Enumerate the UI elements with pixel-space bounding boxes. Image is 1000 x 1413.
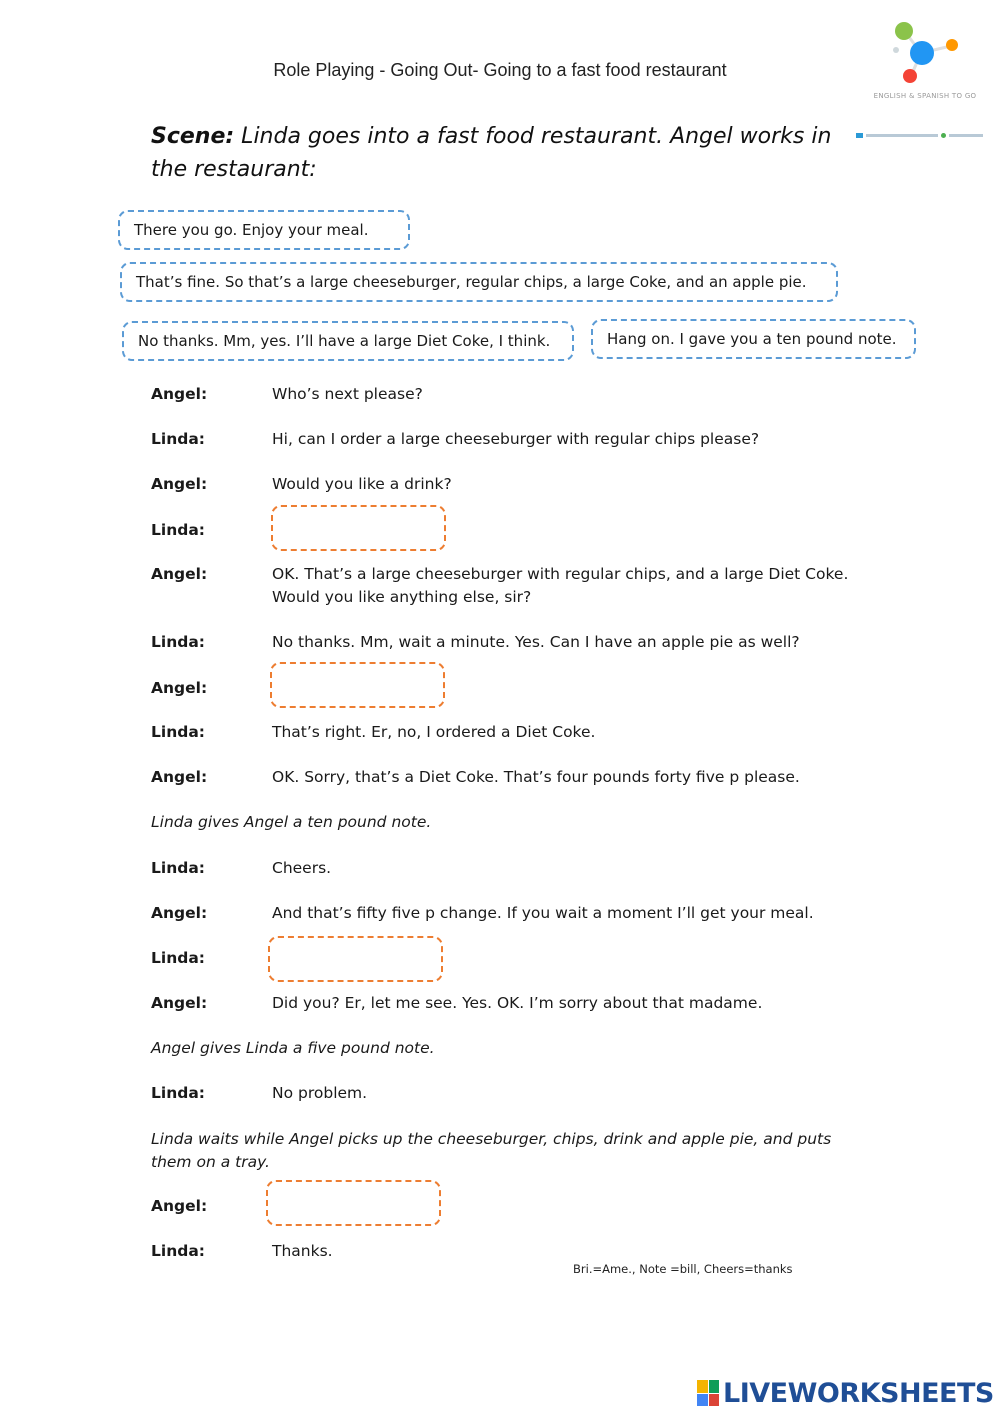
dialogue-text: Did you? Er, let me see. Yes. OK. I’m sorry about that madame. — [272, 994, 763, 1012]
dialogue-text: Cheers. — [272, 859, 332, 877]
brand-grid-icon — [697, 1380, 719, 1406]
scene-text: Linda goes into a fast food restaurant. Angel works in the restaurant: — [151, 124, 832, 182]
answer-option[interactable]: That’s fine. So that’s a large cheeseburger, regular chips, a large Coke, and an apple pie. — [120, 262, 838, 302]
dialogue-text: And that’s fifty five p change. If you wait a moment I’ll get your meal. — [272, 904, 814, 922]
speaker-label: Linda: — [151, 859, 205, 877]
dialogue-text: Would you like a drink? — [272, 475, 452, 493]
dialogue-text: OK. That’s a large cheeseburger with regular chips, and a large Diet Coke. Would you like anything else, sir? — [272, 565, 849, 606]
scene-description — [151, 120, 851, 186]
speaker-label: Linda: — [151, 1242, 205, 1260]
page-title: Role Playing - Going Out- Going to a fast food restaurant — [273, 60, 727, 80]
speaker-label: Angel: — [151, 565, 208, 583]
stage-direction: Linda waits while Angel picks up the cheeseburger, chips, drink and apple pie, and puts them on a tray. — [151, 1130, 832, 1171]
speaker-label: Linda: — [151, 521, 205, 539]
answer-option[interactable]: No thanks. Mm, yes. I’ll have a large Diet Coke, I think. — [122, 321, 574, 361]
answer-option[interactable]: Hang on. I gave you a ten pound note. — [591, 319, 916, 359]
answer-drop-zone[interactable] — [271, 505, 446, 551]
stage-direction: Linda gives Angel a ten pound note. — [151, 813, 432, 831]
speaker-label: Angel: — [151, 768, 208, 786]
answer-option[interactable]: There you go. Enjoy your meal. — [118, 210, 410, 250]
stage-direction: Angel gives Linda a five pound note. — [151, 1039, 435, 1057]
speaker-label: Angel: — [151, 679, 208, 697]
dialogue-text: OK. Sorry, that’s a Diet Coke. That’s four pounds forty five p please. — [272, 768, 800, 786]
speaker-label: Linda: — [151, 430, 205, 448]
answer-drop-zone[interactable] — [266, 1180, 441, 1226]
glossary-note: Bri.=Ame., Note =bill, Cheers=thanks — [573, 1262, 793, 1276]
dialogue-text: Thanks. — [272, 1242, 333, 1260]
speaker-label: Angel: — [151, 475, 208, 493]
answer-drop-zone[interactable] — [270, 662, 445, 708]
speaker-label: Linda: — [151, 949, 205, 967]
speaker-label: Angel: — [151, 385, 208, 403]
speaker-label: Angel: — [151, 904, 208, 922]
speaker-label: Linda: — [151, 633, 205, 651]
dialogue-text: No problem. — [272, 1084, 368, 1102]
dialogue-text: Who’s next please? — [272, 385, 423, 403]
speaker-label: Linda: — [151, 723, 205, 741]
speaker-label: Angel: — [151, 1197, 208, 1215]
dialogue-text: Hi, can I order a large cheeseburger with regular chips please? — [272, 430, 760, 448]
brand-name: LIVEWORKSHEETS — [723, 1377, 994, 1409]
answer-drop-zone[interactable] — [268, 936, 443, 982]
phone-icon — [941, 133, 946, 138]
speaker-label: Linda: — [151, 1084, 205, 1102]
speaker-label: Angel: — [151, 994, 208, 1012]
email-icon — [856, 133, 863, 138]
contact-info — [856, 130, 986, 140]
logo-caption: ENGLISH & SPANISH TO GO — [873, 92, 977, 100]
dialogue-text: No thanks. Mm, wait a minute. Yes. Can I have an apple pie as well? — [272, 633, 800, 651]
dialogue-text: That’s right. Er, no, I ordered a Diet Coke. — [272, 723, 596, 741]
brand-footer — [697, 1376, 994, 1410]
scene-label: Scene: — [151, 124, 235, 149]
